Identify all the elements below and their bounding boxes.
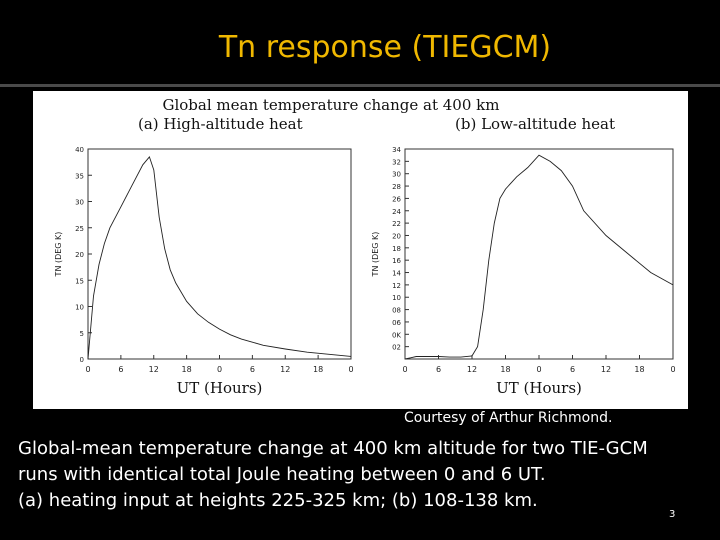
y-tick-label: 14 bbox=[392, 269, 401, 278]
y-tick-label: 06 bbox=[392, 318, 401, 327]
x-tick-label: 0 bbox=[348, 365, 354, 374]
slide-title: Tn response (TIEGCM) bbox=[218, 30, 552, 65]
x-tick-label: 0 bbox=[85, 365, 91, 374]
title-divider bbox=[0, 84, 720, 87]
y-tick-label: 25 bbox=[75, 224, 84, 233]
x-tick-label: 6 bbox=[118, 365, 124, 374]
x-tick-label: 0 bbox=[536, 365, 542, 374]
y-tick-label: 08 bbox=[392, 306, 401, 315]
caption-line: Global-mean temperature change at 400 km altitude for two TIE-GCM bbox=[18, 438, 648, 459]
y-axis-label: TN (DEG K) bbox=[371, 231, 380, 277]
figure-panel bbox=[33, 91, 688, 409]
y-tick-label: 10 bbox=[75, 303, 84, 312]
x-tick-label: 0 bbox=[216, 365, 223, 374]
axes-frame bbox=[405, 149, 673, 359]
x-tick-label: 12 bbox=[466, 365, 478, 374]
x-tick-label: 6 bbox=[435, 365, 442, 374]
y-tick-label: 24 bbox=[392, 207, 401, 216]
y-tick-label: 18 bbox=[392, 244, 401, 253]
y-tick-label: 10 bbox=[392, 294, 401, 303]
x-axis-label: UT (Hours) bbox=[176, 379, 263, 397]
x-tick-label: 12 bbox=[280, 365, 291, 374]
y-tick-label: 40 bbox=[75, 146, 84, 154]
credit-text: Courtesy of Arthur Richmond. bbox=[404, 410, 613, 426]
y-tick-label: 0K bbox=[391, 331, 401, 340]
chart-b bbox=[371, 115, 676, 397]
x-tick-label: 18 bbox=[500, 365, 511, 374]
x-tick-label: 12 bbox=[148, 365, 159, 374]
series-line bbox=[88, 157, 351, 359]
y-tick-label: 28 bbox=[392, 183, 401, 192]
x-tick-label: 12 bbox=[600, 365, 612, 374]
x-tick-label: 18 bbox=[313, 365, 324, 374]
page-number: 3 bbox=[669, 509, 676, 520]
x-tick-label: 6 bbox=[249, 365, 255, 374]
y-tick-label: 30 bbox=[392, 170, 401, 179]
y-tick-label: 5 bbox=[79, 329, 84, 338]
chart-title: (b) Low-altitude heat bbox=[455, 115, 615, 133]
y-tick-label: 32 bbox=[392, 158, 401, 167]
x-tick-label: 18 bbox=[181, 365, 192, 374]
caption-line: runs with identical total Joule heating between 0 and 6 UT. bbox=[18, 464, 546, 485]
y-tick-label: 15 bbox=[75, 277, 84, 286]
y-tick-label: 35 bbox=[75, 172, 84, 181]
y-tick-label: 02 bbox=[392, 343, 401, 352]
y-tick-label: 12 bbox=[392, 281, 401, 290]
y-tick-label: 22 bbox=[392, 220, 401, 229]
series-line bbox=[405, 155, 673, 359]
y-tick-label: 34 bbox=[392, 146, 401, 154]
axes-frame bbox=[88, 149, 351, 359]
chart-a bbox=[54, 115, 354, 397]
figure-svg bbox=[33, 91, 688, 409]
y-tick-label: 20 bbox=[392, 232, 401, 241]
chart-title: (a) High-altitude heat bbox=[138, 115, 303, 133]
x-tick-label: 0 bbox=[402, 365, 408, 374]
caption-line: (a) heating input at heights 225-325 km; (b) 108-138 km. bbox=[18, 490, 538, 511]
x-tick-label: 0 bbox=[670, 365, 676, 374]
x-tick-label: 6 bbox=[569, 365, 576, 374]
y-tick-label: 16 bbox=[392, 257, 401, 266]
y-tick-label: 26 bbox=[392, 195, 401, 204]
x-axis-label: UT (Hours) bbox=[496, 379, 582, 397]
figure-main-title: Global mean temperature change at 400 km bbox=[162, 96, 500, 114]
y-axis-label: TN (DEG K) bbox=[54, 231, 63, 277]
y-tick-label: 0 bbox=[79, 356, 84, 364]
x-tick-label: 18 bbox=[634, 365, 645, 374]
y-tick-label: 20 bbox=[75, 251, 84, 259]
caption bbox=[18, 436, 718, 514]
y-tick-label: 30 bbox=[75, 198, 84, 207]
